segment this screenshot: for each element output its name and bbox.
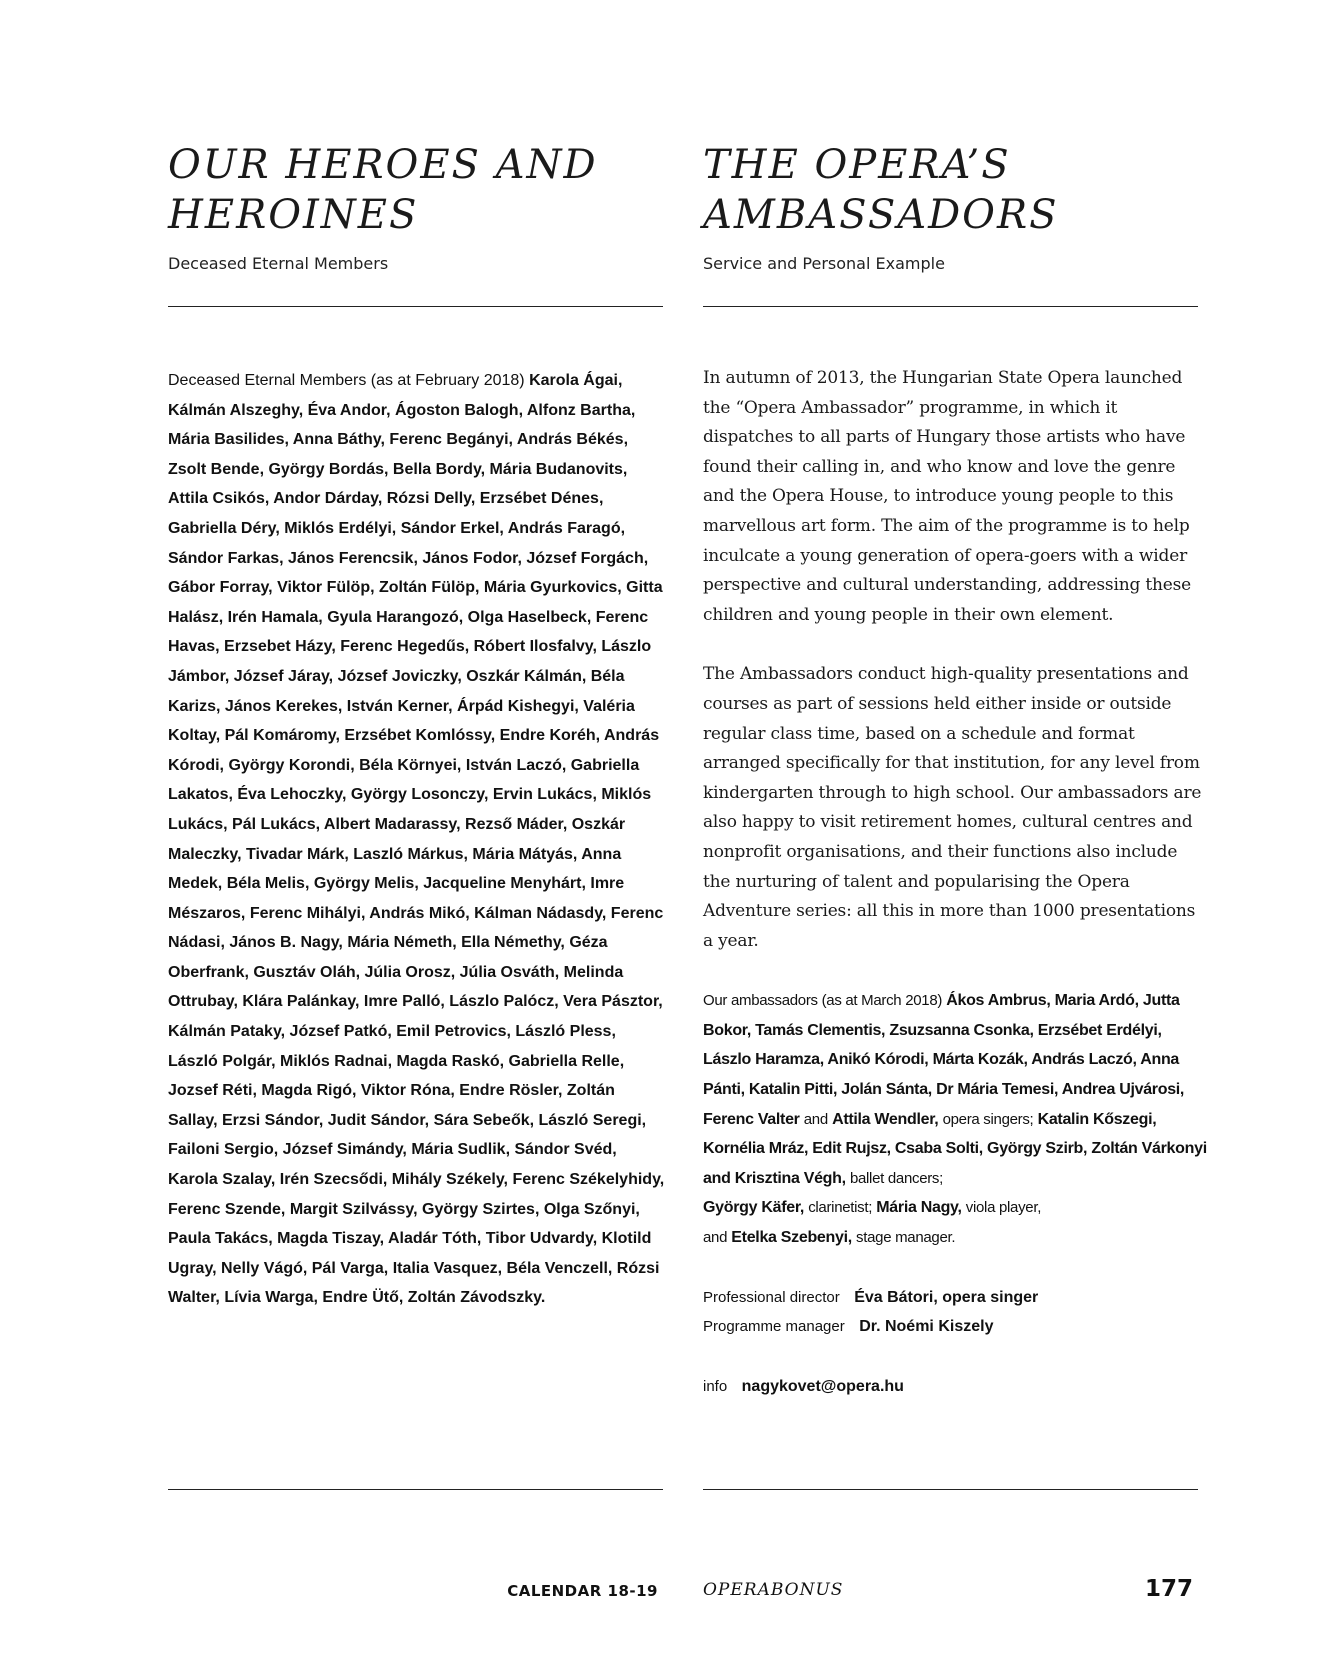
ambassadors-dancers-role: ballet dancers; xyxy=(849,1169,943,1187)
ambassadors-viola-role: viola player, xyxy=(965,1199,1042,1217)
director-line xyxy=(703,1283,1208,1313)
right-subtitle: Service and Personal Example xyxy=(703,254,945,273)
ambassadors-intro: Our ambassadors (as at March 2018) xyxy=(703,992,943,1010)
ambassadors-paragraph-1: In autumn of 2013, the Hungarian State Opera launched the “Opera Ambassador” programme, in which it dispatches to all parts of Hungary those artists who have found their calling in, and who know and love the genre and the Opera House, to introduce young people to this marvellous art form. The aim of the programme is to help inculcate a young generation of opera-goers with a wider perspective and cultural understanding, addressing these children and young people in their own element. xyxy=(703,368,1191,625)
ambassadors-list xyxy=(703,986,1208,1252)
ambassadors-singers-role: opera singers; xyxy=(942,1110,1034,1128)
manager-line xyxy=(703,1312,1208,1342)
ambassadors-stage-manager: Etelka Szebenyi, xyxy=(731,1229,852,1247)
right-title xyxy=(703,140,1203,240)
right-top-divider xyxy=(703,306,1198,307)
director-label: Professional director xyxy=(703,1288,840,1306)
ambassadors-clarinetist: György Käfer, xyxy=(703,1199,805,1217)
footer-calendar: CALENDAR 18-19 xyxy=(507,1582,658,1600)
eternal-members-list xyxy=(168,366,666,1313)
left-subtitle: Deceased Eternal Members xyxy=(168,254,389,273)
left-header xyxy=(168,140,668,310)
ambassadors-singers: Ákos Ambrus, Maria Ardó, Jutta Bokor, Tamás Clementis, Zsuzsanna Csonka, Erzsébet Erdélyi, Lászlo Haramza, Anikó Kórodi, Márta Kozák, András Laczó, Anna Pánti, Katalin Pitti, Jolán Sánta, Dr Mária Temesi, Andrea Ujvárosi, Ferenc Valter xyxy=(703,992,1185,1128)
ambassadors-viola: Mária Nagy, xyxy=(876,1199,962,1217)
eternal-members-intro: Deceased Eternal Members (as at February 2018) xyxy=(168,372,525,389)
ambassadors-paragraph-2: The Ambassadors conduct high-quality presentations and courses as part of sessions held either inside or outside regular class time, based on a schedule and format arranged specifically for that institution, for any level from kindergarten through to high school. Our ambassadors are also happy to visit retirement homes, cultural centres and nonprofit organisations, and their functions also include the nurturing of talent and popularising the Opera Adventure series: all this in more than 1000 presentations a year. xyxy=(703,664,1202,951)
manager-value: Dr. Noémi Kiszely xyxy=(859,1318,994,1336)
ambassadors-clarinetist-role: clarinetist; xyxy=(808,1199,873,1217)
info-line xyxy=(703,1372,1208,1402)
right-title-line-2: AMBASSADORS xyxy=(703,192,1059,238)
info-label: info xyxy=(703,1377,728,1395)
manager-label: Programme manager xyxy=(703,1318,845,1336)
left-top-divider xyxy=(168,306,663,307)
right-title-line-1: THE OPERA’S xyxy=(703,142,1011,188)
left-bottom-divider xyxy=(168,1489,663,1490)
right-header xyxy=(703,140,1203,310)
director-value: Éva Bátori, opera singer xyxy=(854,1288,1039,1306)
ambassadors-and-2: and xyxy=(703,1229,728,1247)
page-number: 177 xyxy=(1144,1576,1193,1602)
page-footer xyxy=(0,1576,1331,1610)
ambassadors-section xyxy=(703,364,1208,1401)
ambassadors-and-1: and xyxy=(803,1110,828,1128)
left-title xyxy=(168,140,668,240)
ambassadors-dancers: Katalin Kőszegi, Kornélia Mráz, Edit Rujsz, Csaba Solti, György Szirb, Zoltán Várkonyi and Krisztina Végh, xyxy=(703,1110,1207,1187)
info-email: nagykovet@opera.hu xyxy=(741,1377,904,1395)
eternal-members-names: Karola Ágai, Kálmán Alszeghy, Éva Andor, Ágoston Balogh, Alfonz Bartha, Mária Basilides, Anna Báthy, Ferenc Begányi, András Békés, Zsolt Bende, György Bordás, Bella Bordy, Mária Budanovits, Attila Csikós, Andor Dárday, Rózsi Delly, Erzsébet Dénes, Gabriella Déry, Miklós Erdélyi, Sándor Erkel, András Faragó, Sándor Farkas, János Ferencsik, János Fodor, József Forgách, Gábor Forray, Viktor Fülöp, Zoltán Fülöp, Mária Gyurkovics, Gitta Halász, Irén Hamala, Gyula Harangozó, Olga Haselbeck, Ferenc Havas, Erzsebet Házy, Ferenc Hegedűs, Róbert Ilosfalvy, Lászlo Jámbor, József Járay, József Joviczky, Oszkár Kálmán, Béla Karizs, János Kerekes, István Kerner, Árpád Kishegyi, Valéria Koltay, Pál Komáromy, Erzsébet Komlóssy, Endre Koréh, András Kórodi, György Korondi, Béla Környei, István Laczó, Gabriella Lakatos, Éva Lehoczky, György Losonczy, Ervin Lukács, Miklós Lukács, Pál Lukács, Albert Madarassy, Rezső Máder, Oszkár Maleczky, Tivadar Márk, Laszló Márkus, Mária Mátyás, Anna Medek, Béla Melis, György Melis, Jacqueline Menyhárt, Imre Mészaros, Ferenc Mihályi, András Mikó, Kálman Nádasdy, Ferenc Nádasi, János B. Nagy, Mária Németh, Ella Némethy, Géza Oberfrank, Gusztáv Oláh, Júlia Orosz, Júlia Osváth, Melinda Ottrubay, Klára Palánkay, Imre Palló, Lászlo Palócz, Vera Pásztor, Kálmán Pataky, József Patkó, Emil Petrovics, László Pless, László Polgár, Miklós Radnai, Magda Raskó, Gabriella Relle, Jozsef Réti, Magda Rigó, Viktor Róna, Endre Rösler, Zoltán Sallay, Erzsi Sándor, Judit Sándor, Sára Sebeők, László Seregi, Failoni Sergio, József Simándy, Mária Sudlik, Sándor Svéd, Karola Szalay, Irén Szecsődi, Mihály Székely, Ferenc Székelyhidy, Ferenc Szende, Margit Szilvássy, György Szirtes, Olga Szőnyi, Paula Takács, Magda Tiszay, Aladár Tóth, Tibor Udvardy, Klotild Ugray, Nelly Vágó, Pál Varga, Italia Vasquez, Béla Venczell, Rózsi Walter, Lívia Warga, Endre Ütő, Zoltán Závodszky. xyxy=(168,372,665,1307)
left-title-line-1: OUR HEROES AND xyxy=(168,142,598,188)
footer-publication: OPERABONUS xyxy=(703,1580,844,1600)
ambassadors-singer-last: Attila Wendler, xyxy=(832,1110,939,1128)
ambassadors-stage-manager-role: stage manager. xyxy=(856,1229,956,1247)
right-bottom-divider xyxy=(703,1489,1198,1490)
left-title-line-2: HEROINES xyxy=(168,192,419,238)
